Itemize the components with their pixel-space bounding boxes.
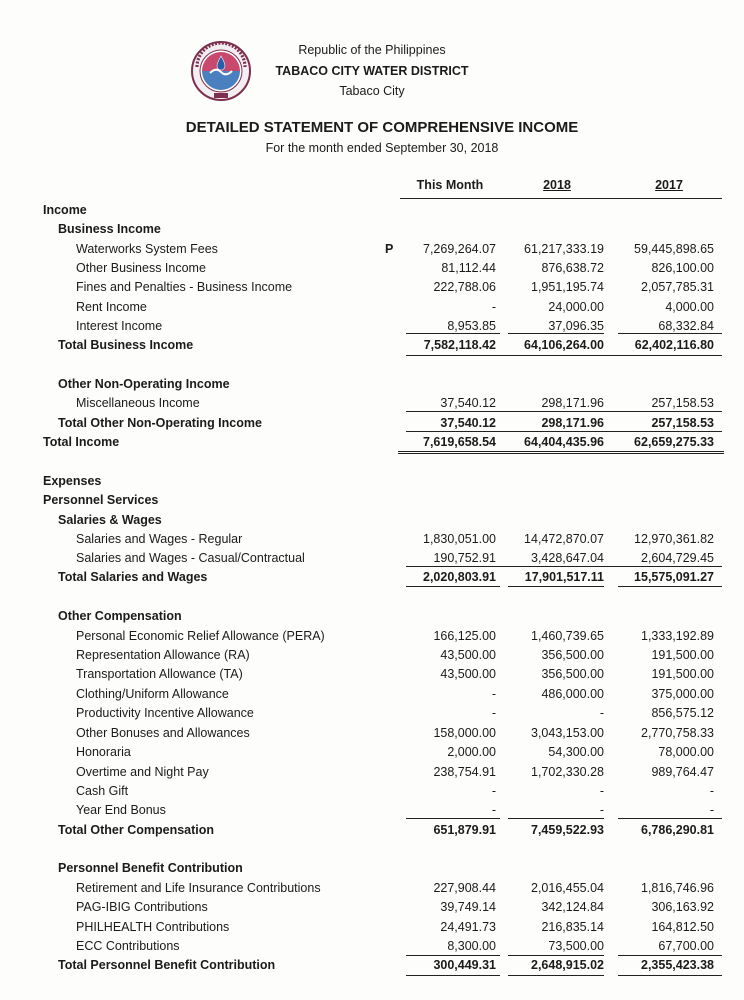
row-label: Overtime and Night Pay — [76, 765, 209, 779]
table-row — [0, 898, 744, 916]
value-2017: 67,700.00 — [658, 939, 714, 953]
value-2018: - — [599, 784, 604, 798]
row-label: Other Bonuses and Allowances — [76, 726, 250, 740]
value-2017: - — [709, 784, 714, 798]
total-rule — [406, 355, 722, 356]
value-2017: 12,970,361.82 — [634, 532, 714, 546]
value-this-month: 190,752.91 — [433, 551, 496, 565]
value-2017: 2,770,758.33 — [641, 726, 714, 740]
grand-total-rule — [398, 451, 724, 454]
value-2017: 62,402,116.80 — [634, 338, 714, 352]
row-label: Cash Gift — [76, 784, 129, 798]
value-2018: 216,835.14 — [541, 920, 604, 934]
row-label: Total Other Non-Operating Income — [58, 416, 262, 430]
value-this-month: 2,000.00 — [447, 745, 496, 759]
statement-title: DETAILED STATEMENT OF COMPREHENSIVE INCOME — [185, 119, 579, 136]
column-header-2018: 2018 — [543, 178, 571, 192]
value-this-month: 166,125.00 — [433, 629, 496, 643]
subtotal-rule — [508, 333, 604, 334]
value-2017: 68,332.84 — [658, 319, 714, 333]
subtotal-rule — [406, 333, 500, 334]
total-rule — [406, 975, 500, 976]
row-label: Business Income — [58, 222, 161, 236]
subsection-heading — [0, 511, 744, 529]
value-2017: 2,604,729.45 — [641, 551, 714, 565]
section-heading — [0, 201, 744, 219]
value-2018: 3,428,647.04 — [531, 551, 604, 565]
value-2018: 356,500.00 — [541, 667, 604, 681]
row-label: Productivity Incentive Allowance — [76, 706, 254, 720]
value-2018: 14,472,870.07 — [524, 532, 604, 546]
value-2017: 826,100.00 — [651, 261, 714, 275]
table-row — [0, 259, 744, 277]
header-rule — [400, 198, 722, 199]
table-row — [0, 298, 744, 316]
value-this-month: 227,908.44 — [433, 881, 496, 895]
value-2017: 59,445,898.65 — [634, 242, 714, 256]
subtotal-rule — [406, 566, 722, 567]
row-label: Total Salaries and Wages — [58, 570, 208, 584]
value-2018: 3,043,153.00 — [531, 726, 604, 740]
row-label: Salaries and Wages - Regular — [76, 532, 243, 546]
value-this-month: 238,754.91 — [433, 765, 496, 779]
value-2018: 7,459,522.93 — [531, 823, 604, 837]
value-this-month: 37,540.12 — [440, 396, 496, 410]
value-2017: 856,575.12 — [651, 706, 714, 720]
table-row — [0, 918, 744, 936]
value-this-month: 81,112.44 — [441, 261, 496, 275]
total-row — [0, 568, 744, 586]
value-2018: 2,016,455.04 — [531, 881, 604, 895]
table-row — [0, 665, 744, 683]
section-heading — [0, 491, 744, 509]
table-row — [0, 782, 744, 800]
row-label: Total Other Compensation — [58, 823, 215, 837]
subsection-heading — [0, 859, 744, 877]
table-row — [0, 240, 744, 258]
table-row — [0, 530, 744, 548]
row-label: Total Income — [43, 435, 120, 449]
value-2017: 15,575,091.27 — [634, 570, 714, 584]
table-row — [0, 937, 744, 955]
table-row — [0, 646, 744, 664]
value-2018: 486,000.00 — [541, 687, 604, 701]
value-2017: 257,158.53 — [651, 416, 714, 430]
value-2018: 24,000.00 — [548, 300, 604, 314]
row-label: Fines and Penalties - Business Income — [76, 280, 293, 294]
table-row — [0, 724, 744, 742]
table-row — [0, 394, 744, 412]
row-label: Salaries and Wages - Casual/Contractual — [76, 551, 305, 565]
total-row — [0, 336, 744, 354]
row-label: Personnel Benefit Contribution — [58, 861, 243, 875]
value-2018: 2,648,915.02 — [531, 958, 604, 972]
table-row — [0, 685, 744, 703]
value-2018: 1,951,195.74 — [531, 280, 604, 294]
value-2018: 298,171.96 — [541, 416, 604, 430]
section-heading — [0, 472, 744, 490]
row-label: Personnel Services — [43, 493, 159, 507]
peso-sign: P — [385, 242, 394, 256]
value-this-month: 39,749.14 — [440, 900, 496, 914]
value-this-month: 1,830,051.00 — [423, 532, 496, 546]
value-2017: 4,000.00 — [665, 300, 714, 314]
table-row — [0, 549, 744, 567]
value-2018: 64,404,435.96 — [524, 435, 604, 449]
value-2017: 191,500.00 — [651, 648, 714, 662]
value-2017: 306,163.92 — [651, 900, 714, 914]
value-2018: 876,638.72 — [541, 261, 604, 275]
row-label: Total Personnel Benefit Contribution — [58, 958, 276, 972]
row-label: Other Non-Operating Income — [58, 377, 230, 391]
subsection-heading — [0, 220, 744, 238]
value-2017: 2,355,423.38 — [641, 958, 714, 972]
value-this-month: 24,491.73 — [440, 920, 496, 934]
city-label: Tabaco City — [339, 84, 405, 98]
subtotal-rule — [406, 431, 722, 432]
value-2017: 6,786,290.81 — [641, 823, 714, 837]
row-label: Clothing/Uniform Allowance — [76, 687, 229, 701]
total-row — [0, 821, 744, 839]
total-rule — [618, 975, 722, 976]
value-2018: 37,096.35 — [548, 319, 604, 333]
row-label: PHILHEALTH Contributions — [76, 920, 230, 934]
value-2017: 375,000.00 — [651, 687, 714, 701]
subtotal-rule — [406, 818, 500, 819]
table-row — [0, 763, 744, 781]
row-label: Income — [43, 203, 87, 217]
value-2017: 989,764.47 — [651, 765, 714, 779]
table-row — [0, 704, 744, 722]
subtotal-rule — [508, 818, 604, 819]
row-label: Total Business Income — [58, 338, 194, 352]
table-row — [0, 627, 744, 645]
row-label: Transportation Allowance (TA) — [76, 667, 243, 681]
total-rule — [618, 586, 722, 587]
total-row — [0, 414, 744, 432]
table-row — [0, 278, 744, 296]
value-2018: 1,460,739.65 — [531, 629, 604, 643]
total-rule — [508, 975, 604, 976]
value-2018: 73,500.00 — [548, 939, 604, 953]
total-row — [0, 433, 744, 451]
row-label: Other Business Income — [76, 261, 206, 275]
value-2017: 164,812.50 — [651, 920, 714, 934]
value-2017: 2,057,785.31 — [641, 280, 714, 294]
value-2017: 1,816,746.96 — [641, 881, 714, 895]
value-this-month: 222,788.06 — [433, 280, 496, 294]
value-this-month: 8,953.85 — [447, 319, 496, 333]
row-label: Salaries & Wages — [58, 513, 162, 527]
table-row — [0, 743, 744, 761]
value-2018: - — [599, 706, 604, 720]
subtotal-rule — [618, 818, 722, 819]
row-label: Expenses — [43, 474, 102, 488]
value-this-month: 2,020,803.91 — [423, 570, 496, 584]
value-this-month: 37,540.12 — [440, 416, 496, 430]
row-label: PAG-IBIG Contributions — [76, 900, 208, 914]
value-this-month: - — [491, 706, 496, 720]
value-2017: 1,333,192.89 — [641, 629, 714, 643]
row-label: Representation Allowance (RA) — [76, 648, 250, 662]
subsection-heading — [0, 607, 744, 625]
subtotal-rule — [618, 333, 722, 334]
value-2018: 356,500.00 — [541, 648, 604, 662]
table-row — [0, 879, 744, 897]
value-this-month: 43,500.00 — [440, 648, 496, 662]
row-label: Miscellaneous Income — [76, 396, 200, 410]
value-2018: 17,901,517.11 — [524, 570, 604, 584]
row-label: Other Compensation — [58, 609, 182, 623]
value-2018: 342,124.84 — [541, 900, 604, 914]
total-rule — [406, 586, 500, 587]
value-this-month: 158,000.00 — [433, 726, 496, 740]
column-header-2017: 2017 — [655, 178, 683, 192]
value-2017: 191,500.00 — [651, 667, 714, 681]
total-row — [0, 956, 744, 974]
value-2018: 61,217,333.19 — [524, 242, 604, 256]
value-this-month: 7,269,264.07 — [423, 242, 496, 256]
district-name: TABACO CITY WATER DISTRICT — [275, 64, 469, 78]
value-2018: 1,702,330.28 — [531, 765, 604, 779]
row-label: Waterworks System Fees — [76, 242, 218, 256]
value-this-month: 8,300.00 — [447, 939, 496, 953]
row-label: Honoraria — [76, 745, 131, 759]
statement-period: For the month ended September 30, 2018 — [265, 141, 499, 155]
value-2018: 64,106,264.00 — [524, 338, 604, 352]
value-this-month: - — [491, 784, 496, 798]
row-label: Interest Income — [76, 319, 163, 333]
value-2017: - — [709, 803, 714, 817]
row-label: Personal Economic Relief Allowance (PERA) — [76, 629, 325, 643]
value-2017: 62,659,275.33 — [634, 435, 714, 449]
row-label: Rent Income — [76, 300, 147, 314]
value-2018: 298,171.96 — [541, 396, 604, 410]
subtotal-rule — [406, 411, 722, 412]
row-label: ECC Contributions — [76, 939, 180, 953]
value-this-month: - — [491, 300, 496, 314]
value-this-month: - — [491, 803, 496, 817]
row-label: Year End Bonus — [76, 803, 166, 817]
value-2017: 257,158.53 — [651, 396, 714, 410]
value-2018: - — [599, 803, 604, 817]
value-2017: 78,000.00 — [658, 745, 714, 759]
value-this-month: 7,582,118.42 — [423, 338, 496, 352]
column-header-this-month: This Month — [416, 178, 484, 192]
value-this-month: 43,500.00 — [440, 667, 496, 681]
value-this-month: 300,449.31 — [433, 958, 496, 972]
subsection-heading — [0, 375, 744, 393]
republic-label: Republic of the Philippines — [298, 43, 446, 57]
table-row — [0, 801, 744, 819]
value-this-month: 651,879.91 — [433, 823, 496, 837]
value-2018: 54,300.00 — [548, 745, 604, 759]
value-this-month: - — [491, 687, 496, 701]
value-this-month: 7,619,658.54 — [423, 435, 496, 449]
total-rule — [508, 586, 604, 587]
row-label: Retirement and Life Insurance Contributions — [76, 881, 321, 895]
